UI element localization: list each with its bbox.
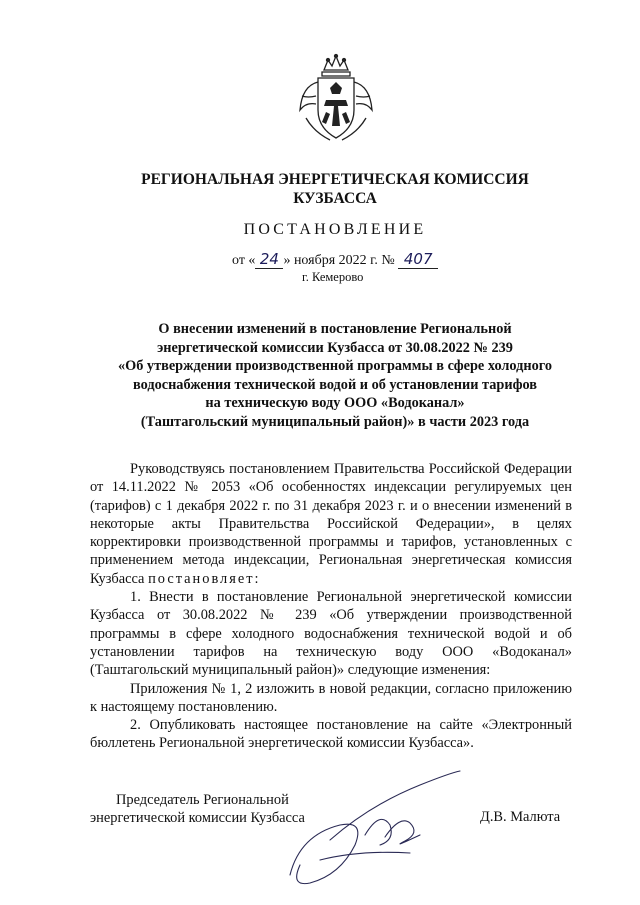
organization-line-1: РЕГИОНАЛЬНАЯ ЭНЕРГЕТИЧЕСКАЯ КОМИССИЯ — [141, 171, 529, 188]
signatory-position-line-2: энергетической комиссии Кузбасса — [90, 810, 305, 827]
resolves-word: постановляет: — [148, 570, 261, 587]
subject-line: (Таштагольский муниципальный район)» в части 2023 года — [140, 413, 530, 430]
subject-line: «Об утверждении производственной программы в сфере холодного — [117, 358, 553, 375]
subject-line: энергетической комиссии Кузбасса от 30.08.2022 № 239 — [157, 339, 513, 356]
date-middle: » ноября 2022 г. № — [283, 253, 395, 268]
document-type: ПОСТАНОВЛЕНИЕ — [243, 221, 427, 238]
signatory-position-line-1: Председатель Региональной — [116, 792, 289, 808]
handwritten-signature — [270, 765, 470, 895]
document-subject — [92, 320, 578, 432]
signatory-name: Д.В. Малюта — [480, 809, 561, 825]
date-day: 24 — [255, 250, 283, 269]
document-number: 407 — [398, 250, 438, 269]
preamble-paragraph — [90, 460, 572, 588]
subject-line: водоснабжения технической водой и об установлении тарифов — [132, 376, 537, 393]
organization-name — [100, 170, 570, 208]
preamble-text: Руководствуясь постановлением Правительства Российской Федерации от 14.11.2022 № 2053 «Об особенностях индексации регулируемых цен (тарифов) с 1 декабря 2022 г. по 31 декабря 2023 г. и о внесении изменений в некоторые акты Правительства Российской Федерации», в целях корректировки производственной программы и тарифов, установленных с применением метода индексации, Региональная энергетическая комиссия Кузбасса — [90, 461, 572, 587]
item-1-paragraph: 1. Внести в постановление Региональной энергетической комиссии Кузбасса от 30.08.2022 № 239 «Об утверждении производственной программы в сфере холодного водоснабжения технической водой и об установлении тарифов на техническую воду ООО «Водоканал» (Таштагольский муниципальный район)» следующие изменения: — [90, 589, 572, 679]
document-body — [90, 460, 572, 753]
date-line — [232, 250, 438, 269]
item-2-paragraph: 2. Опубликовать настоящее постановление на сайте «Электронный бюллетень Региональной энергетической комиссии Кузбасса». — [90, 717, 572, 752]
date-prefix: от « — [232, 253, 256, 268]
subject-line: на техническую воду ООО «Водоканал» — [205, 395, 465, 412]
item-1-detail-paragraph: Приложения № 1, 2 изложить в новой редакции, согласно приложению к настоящему постановлению. — [90, 680, 572, 715]
organization-line-2: КУЗБАССА — [293, 190, 377, 207]
subject-line: О внесении изменений в постановление Региональной — [158, 321, 512, 337]
coat-of-arms-icon — [296, 52, 376, 144]
city: г. Кемерово — [302, 270, 364, 284]
